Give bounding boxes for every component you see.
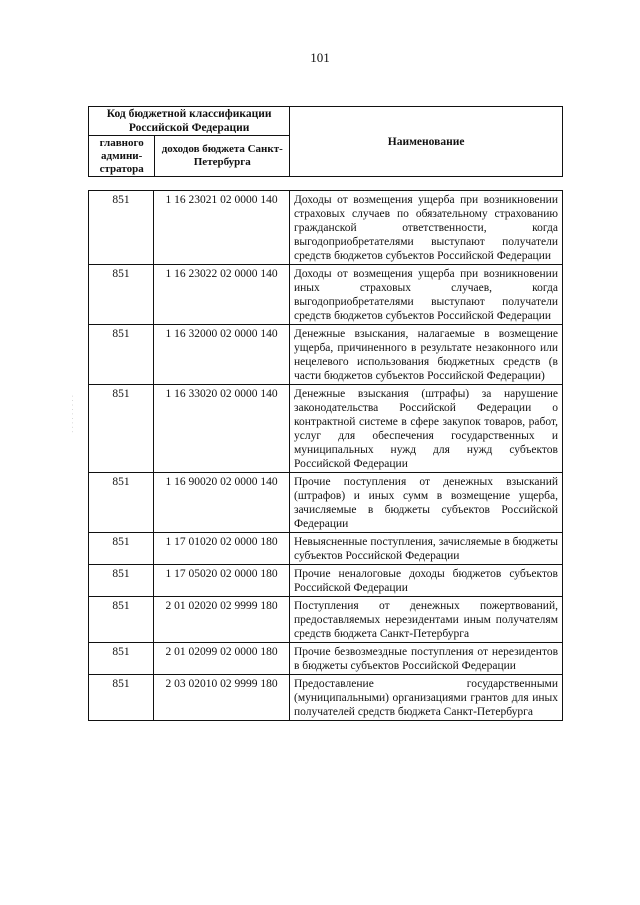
budget-code-cell: 1 17 05020 02 0000 180 <box>154 565 290 597</box>
table-row <box>89 191 563 265</box>
admin-code-cell: 851 <box>89 565 154 597</box>
income-name-cell: Прочие безвозмездные поступления от нерезидентов в бюджеты субъектов Российской Федерации <box>290 643 563 675</box>
budget-code-cell: 1 16 32000 02 0000 140 <box>154 325 290 385</box>
income-name-cell: Невыясненные поступления, зачисляемые в бюджеты субъектов Российской Федерации <box>290 533 563 565</box>
table-header <box>88 106 563 177</box>
budget-code-cell: 1 16 90020 02 0000 140 <box>154 473 290 533</box>
income-name-cell: Денежные взыскания (штрафы) за нарушение законодательства Российской Федерации о контрактной системе в сфере закупок товаров, работ, услуг для обеспечения государственных и муниципальных нужд для нужд субъектов Российской Федерации <box>290 385 563 473</box>
table-row <box>89 325 563 385</box>
income-name-cell: Предоставление государственными (муниципальными) организациями грантов для иных получателей средств бюджета Санкт-Петербурга <box>290 675 563 721</box>
header-group-title: Код бюджетной классификации Российской Федерации <box>89 107 290 136</box>
page-number: 101 <box>310 50 330 65</box>
income-name-cell: Прочие поступления от денежных взысканий (штрафов) и иных сумм в возмещение ущерба, зачисляемые в бюджеты субъектов Российской Федерации <box>290 473 563 533</box>
budget-code-cell: 1 16 23021 02 0000 140 <box>154 191 290 265</box>
header-admin-column: главного админи-стратора <box>89 136 155 177</box>
budget-code-cell: 2 01 02020 02 9999 180 <box>154 597 290 643</box>
admin-code-cell: 851 <box>89 675 154 721</box>
admin-code-cell: 851 <box>89 643 154 675</box>
admin-code-cell: 851 <box>89 191 154 265</box>
table-row <box>89 675 563 721</box>
budget-code-cell: 2 03 02010 02 9999 180 <box>154 675 290 721</box>
table-row <box>89 533 563 565</box>
admin-code-cell: 851 <box>89 325 154 385</box>
classification-table <box>88 190 563 721</box>
income-name-cell: Доходы от возмещения ущерба при возникновении страховых случаев по обязательному страхованию гражданской ответственности, когда выгодоприобретателями выступают получатели средств бюджетов субъектов Российской Федерации <box>290 191 563 265</box>
header-income-column: доходов бюджета Санкт-Петербурга <box>155 136 290 177</box>
admin-code-cell: 851 <box>89 265 154 325</box>
income-name-cell: Денежные взыскания, налагаемые в возмещение ущерба, причиненного в результате незаконного или нецелевого использования бюджетных средств (в части бюджетов субъектов Российской Федерации) <box>290 325 563 385</box>
table-row <box>89 385 563 473</box>
budget-code-cell: 1 16 33020 02 0000 140 <box>154 385 290 473</box>
budget-code-cell: 1 17 01020 02 0000 180 <box>154 533 290 565</box>
table-row <box>89 565 563 597</box>
income-name-cell: Поступления от денежных пожертвований, предоставляемых нерезидентами иным получателям средств бюджета Санкт-Петербурга <box>290 597 563 643</box>
header-name-column: Наименование <box>290 107 563 177</box>
table-row <box>89 265 563 325</box>
table-row <box>89 643 563 675</box>
income-name-cell: Доходы от возмещения ущерба при возникновении иных страховых случаев, когда выгодоприобретателями выступают получатели средств бюджетов субъектов Российской Федерации <box>290 265 563 325</box>
table-row <box>89 597 563 643</box>
admin-code-cell: 851 <box>89 473 154 533</box>
admin-code-cell: 851 <box>89 533 154 565</box>
margin-stamp-mark: · · · · · · · · · <box>68 395 76 433</box>
budget-code-cell: 2 01 02099 02 0000 180 <box>154 643 290 675</box>
budget-code-cell: 1 16 23022 02 0000 140 <box>154 265 290 325</box>
income-name-cell: Прочие неналоговые доходы бюджетов субъектов Российской Федерации <box>290 565 563 597</box>
admin-code-cell: 851 <box>89 597 154 643</box>
table-row <box>89 473 563 533</box>
admin-code-cell: 851 <box>89 385 154 473</box>
